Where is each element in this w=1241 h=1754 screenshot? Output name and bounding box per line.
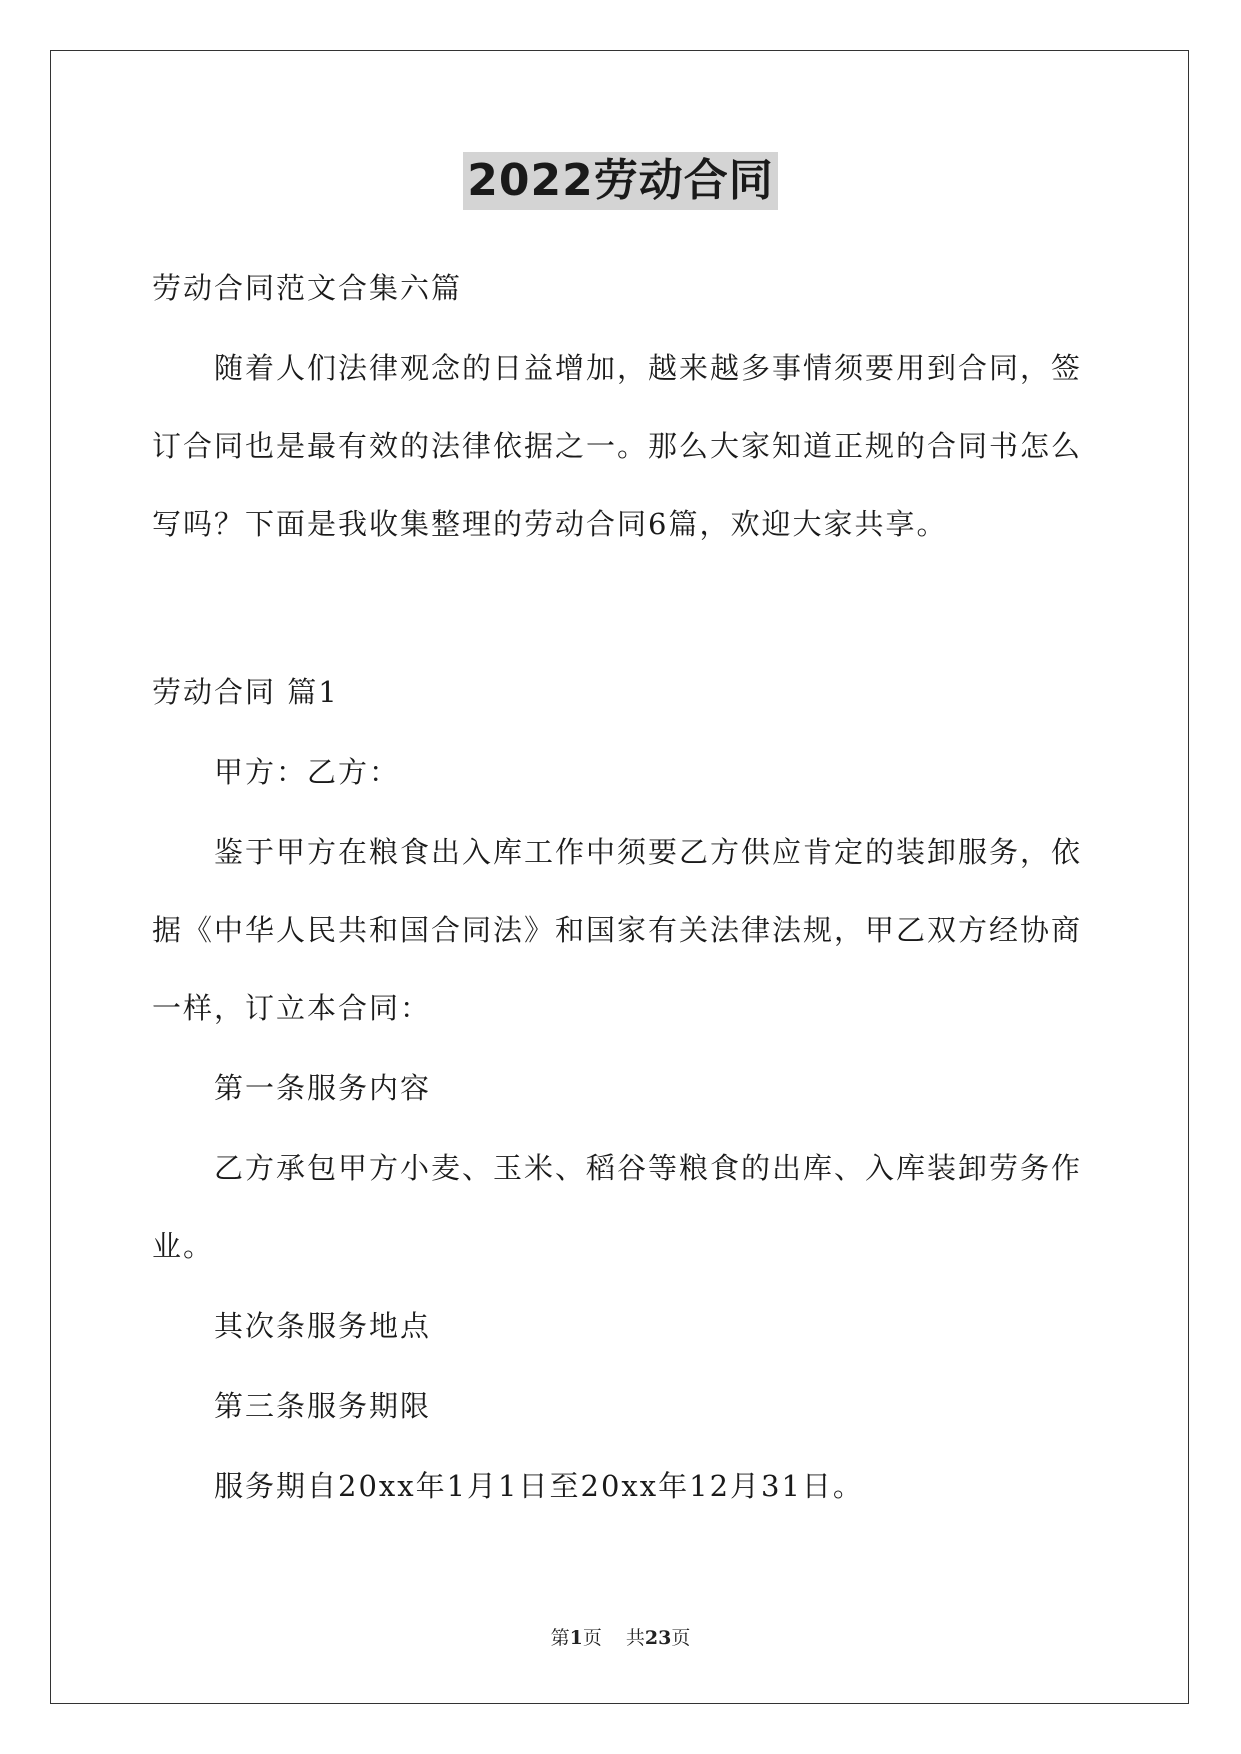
preamble-line-3: 一样，订立本合同： — [152, 991, 432, 1025]
page-current: 1 — [569, 1627, 583, 1649]
preamble-line-1: 鉴于甲方在粮食出入库工作中须要乙方供应肯定的装卸服务，依 — [214, 835, 1083, 869]
article1-body-line-1: 乙方承包甲方小麦、玉米、稻谷等粮食的出库、入库装卸劳务作 — [214, 1151, 1083, 1185]
article3-body: 服务期自20xx年1月1日至20xx年12月31日。 — [214, 1469, 864, 1503]
total-prefix: 共 — [625, 1627, 645, 1649]
intro-line-2: 订合同也是最有效的法律依据之一。那么大家知道正规的合同书怎么 — [152, 429, 1083, 463]
article1-body-line-2: 业。 — [152, 1229, 215, 1263]
article1-title: 第一条服务内容 — [214, 1071, 432, 1105]
subtitle: 劳动合同范文合集六篇 — [152, 271, 463, 305]
title-container — [0, 152, 1241, 210]
intro-line-3: 写吗？下面是我收集整理的劳动合同6篇，欢迎大家共享。 — [152, 507, 948, 541]
preamble-line-2: 据《中华人民共和国合同法》和国家有关法律法规，甲乙双方经协商 — [152, 913, 1083, 947]
page-footer — [0, 1626, 1241, 1650]
page-prefix: 第 — [550, 1627, 570, 1649]
section-heading: 劳动合同 篇1 — [152, 675, 339, 709]
article3-title: 第三条服务期限 — [214, 1389, 432, 1423]
page-total: 23 — [644, 1627, 672, 1649]
total-suffix: 页 — [671, 1627, 691, 1649]
page-suffix: 页 — [582, 1627, 602, 1649]
document-title: 2022劳动合同 — [463, 152, 777, 210]
parties-line: 甲方：乙方： — [214, 755, 401, 789]
article2-title: 其次条服务地点 — [214, 1309, 432, 1343]
intro-line-1: 随着人们法律观念的日益增加，越来越多事情须要用到合同，签 — [214, 351, 1083, 385]
